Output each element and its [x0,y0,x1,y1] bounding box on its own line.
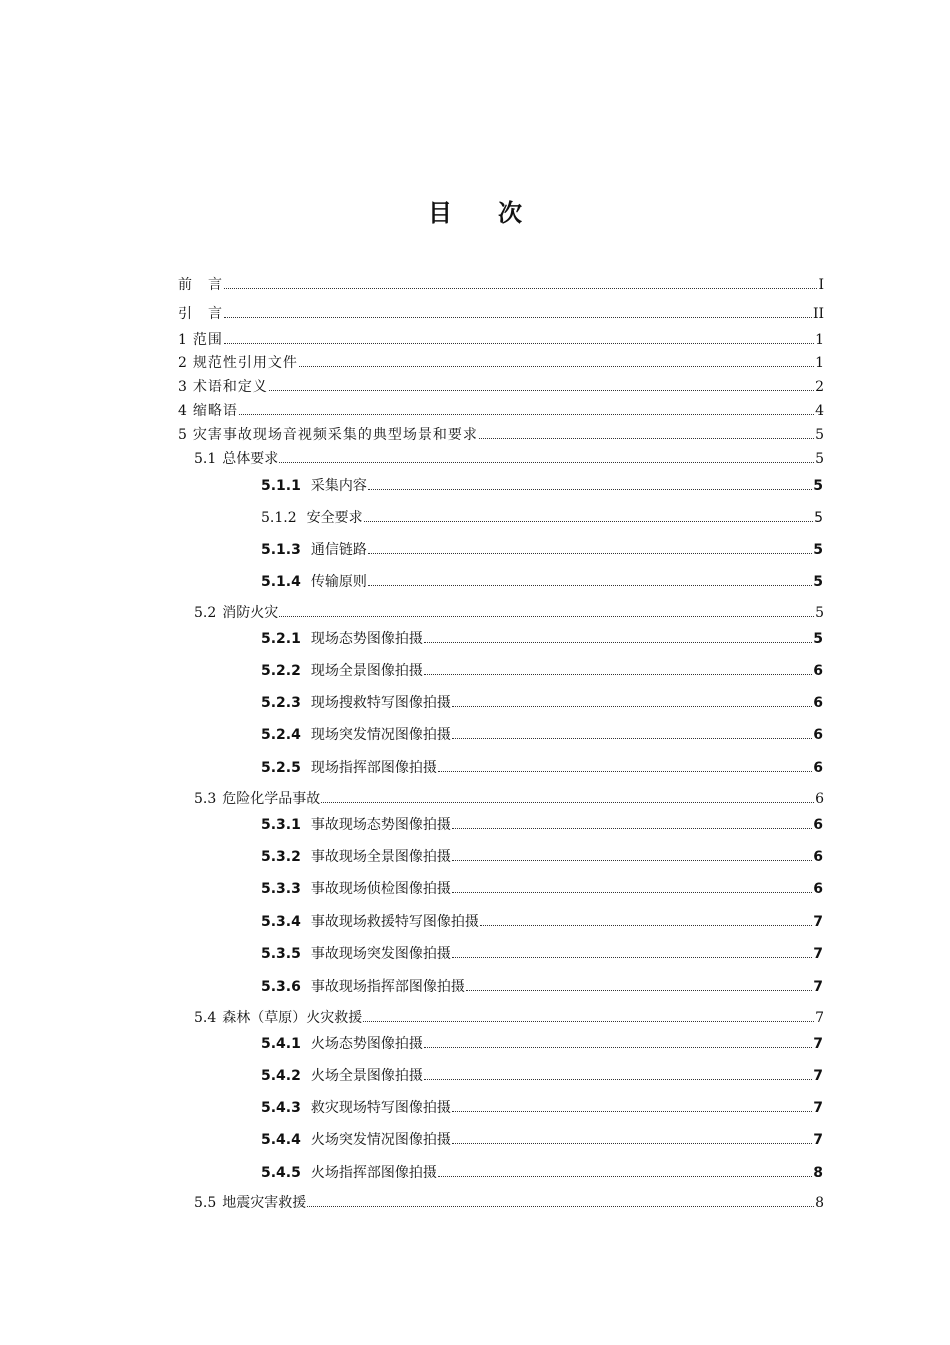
toc-entry-label [178,426,478,444]
toc-entry-page: 6 [813,695,823,711]
toc-entry-number: 5.1.1 [261,478,301,494]
toc-entry-title: 采集内容 [310,478,367,494]
toc-entry-label [261,913,479,931]
dot-leader [480,925,812,926]
toc-entry-number: 2 [178,355,187,371]
toc-entry-title: 事故现场态势图像拍摄 [310,817,451,833]
toc-entry-number: 5.2.1 [261,631,301,647]
toc-entry-label [178,378,268,396]
toc-entry[interactable] [261,880,823,898]
toc-entry-page: 6 [813,849,823,865]
toc-entry-title: 现场全景图像拍摄 [310,663,423,679]
dot-leader [452,892,812,893]
toc-entry-title: 森林（草原）火灾救援 [222,1010,363,1026]
dot-leader [438,771,812,772]
toc-entry-number: 3 [178,379,187,395]
toc-entry-label [261,1067,423,1085]
dot-leader [424,1079,812,1080]
toc-entry-page: 6 [813,760,823,776]
toc-entry-page: 2 [815,379,824,395]
toc-entry-title: 范围 [192,332,223,348]
toc-entry[interactable] [178,378,824,396]
dot-leader [307,1206,814,1207]
toc-entry[interactable] [261,816,823,834]
toc-entry-label [261,759,437,777]
toc-entry-label [261,573,367,591]
dot-leader [424,1047,812,1048]
toc-entry-title: 火场突发情况图像拍摄 [310,1132,451,1148]
toc-entry[interactable] [261,913,823,931]
dot-leader [452,957,812,958]
toc-entry-number: 5.3.3 [261,881,301,897]
toc-entry-number: 5.3.1 [261,817,301,833]
toc-entry-label [261,1131,451,1149]
toc-entry-number: 5.3.6 [261,979,301,995]
toc-entry-title: 规范性引用文件 [192,355,298,371]
toc-entry-number: 5.4.3 [261,1100,301,1116]
toc-entry[interactable] [261,1067,823,1085]
toc-entry[interactable] [178,331,824,349]
toc-entry-title: 火场态势图像拍摄 [310,1036,423,1052]
toc-entry[interactable] [194,790,824,808]
toc-entry-page: 6 [813,817,823,833]
dot-leader [224,343,814,344]
toc-entry-title: 事故现场突发图像拍摄 [310,946,451,962]
toc-entry-title: 引 言 [178,306,223,322]
dot-leader [452,738,812,739]
toc-entry[interactable] [261,630,823,648]
toc-entry-title: 通信链路 [310,542,367,558]
toc-entry-page: 5 [815,427,824,443]
toc-entry[interactable] [261,1099,823,1117]
toc-entry-page: 7 [815,1010,824,1026]
toc-entry-label [261,662,423,680]
dot-leader [279,462,814,463]
toc-entry-number: 5.4.4 [261,1132,301,1148]
dot-leader [452,828,812,829]
toc-entry-number: 5.1 [194,451,217,467]
toc-entry-title: 总体要求 [222,451,279,467]
toc-entry[interactable] [261,541,823,559]
toc-entry-title: 安全要求 [306,510,363,526]
toc-entry-page: II [812,306,824,322]
toc-entry-title: 现场态势图像拍摄 [310,631,423,647]
toc-entry-label [261,880,451,898]
toc-entry-number: 5.3.2 [261,849,301,865]
toc-entry[interactable] [261,1131,823,1149]
toc-entry-page: 7 [813,1132,823,1148]
toc-entry-title: 救灾现场特写图像拍摄 [310,1100,451,1116]
toc-entry-page: 7 [813,914,823,930]
toc-entry-label [194,790,320,808]
toc-entry[interactable] [178,276,824,294]
dot-leader [239,414,814,415]
toc-entry[interactable] [261,726,823,744]
toc-entry-number: 5.4.2 [261,1068,301,1084]
dot-leader [364,521,813,522]
toc-entry-label [261,630,423,648]
toc-entry[interactable] [261,662,823,680]
dot-leader [299,366,814,367]
dot-leader [224,288,817,289]
dot-leader [452,860,812,861]
toc-entry[interactable] [261,694,823,712]
dot-leader [466,990,812,991]
toc-entry-number: 5.5 [194,1195,217,1211]
toc-entry-label [178,354,298,372]
dot-leader [452,706,812,707]
toc-entry-page: 8 [815,1195,824,1211]
dot-leader [368,489,812,490]
toc-entry-page: I [818,277,824,293]
toc-entry-label [261,726,451,744]
dot-leader [479,438,814,439]
toc-entry[interactable] [261,477,823,495]
title-char-1: 目 [428,199,452,227]
toc-entry-title: 危险化学品事故 [222,791,321,807]
toc-entry-number: 5.2.2 [261,663,301,679]
toc-entry-title: 事故现场指挥部图像拍摄 [310,979,465,995]
toc-entry-number: 5.3 [194,791,217,807]
toc-entry-label [178,331,223,349]
toc-entry[interactable] [261,573,823,591]
toc-entry-title: 术语和定义 [192,379,268,395]
toc-entry-title: 地震灾害救援 [222,1195,307,1211]
toc-entry-label [261,945,451,963]
toc-entry[interactable] [261,1035,823,1053]
toc-entry[interactable] [178,354,824,372]
toc-entry[interactable] [178,426,824,444]
dot-leader [368,585,812,586]
dot-leader [452,1143,812,1144]
toc-entry-title: 传输原则 [310,574,367,590]
toc-entry[interactable] [194,450,824,468]
toc-entry[interactable] [261,759,823,777]
toc-entry-label [261,1164,437,1182]
toc-entry-title: 事故现场全景图像拍摄 [310,849,451,865]
toc-entry-title: 消防火灾 [222,605,279,621]
toc-entry-label [261,1099,451,1117]
toc-entry-number: 1 [178,332,187,348]
toc-entry-page: 5 [814,510,823,526]
toc-entry-page: 6 [815,791,824,807]
toc-entry[interactable] [261,945,823,963]
toc-entry-label [178,305,223,323]
toc-entry-title: 灾害事故现场音视频采集的典型场景和要求 [192,427,478,443]
toc-entry-title: 缩略语 [192,403,238,419]
toc-entry-label [261,694,451,712]
toc-entry-title: 现场指挥部图像拍摄 [310,760,437,776]
toc-entry-page: 7 [813,979,823,995]
toc-entry-label [178,402,238,420]
dot-leader [424,674,812,675]
dot-leader [363,1021,814,1022]
toc-entry-number: 5.2.3 [261,695,301,711]
toc-entry-number: 5.1.3 [261,542,301,558]
toc-entry[interactable] [194,1194,824,1212]
toc-entry-title: 事故现场救援特写图像拍摄 [310,914,479,930]
toc-entry[interactable] [261,509,823,527]
toc-entry-number: 5.1.2 [261,510,297,526]
toc-entry-page: 6 [813,881,823,897]
toc-entry-page: 5 [813,631,823,647]
toc-entry-page: 5 [815,605,824,621]
toc-entry-number: 5.4.5 [261,1165,301,1181]
toc-entry-number: 5 [178,427,187,443]
dot-leader [424,642,812,643]
toc-entry-page: 8 [813,1165,823,1181]
toc-entry[interactable] [261,1164,823,1182]
toc-entry-number: 5.2.4 [261,727,301,743]
toc-entry-page: 6 [813,663,823,679]
toc-entry[interactable] [261,978,823,996]
toc-entry-page: 5 [813,574,823,590]
title-char-2: 次 [498,199,522,227]
toc-entry-label [178,276,223,294]
toc-entry[interactable] [261,848,823,866]
toc-entry-title: 现场突发情况图像拍摄 [310,727,451,743]
dot-leader [321,802,814,803]
dot-leader [224,317,812,318]
toc-entry-page: 5 [813,542,823,558]
toc-entry-label [194,1009,362,1027]
toc-entry-number: 5.4.1 [261,1036,301,1052]
toc-entry-number: 5.2.5 [261,760,301,776]
toc-entry-page: 7 [813,946,823,962]
toc-entry[interactable] [178,305,824,323]
dot-leader [279,616,814,617]
dot-leader [438,1176,812,1177]
dot-leader [452,1111,812,1112]
dot-leader [269,390,814,391]
toc-entry-label [194,1194,306,1212]
dot-leader [368,553,812,554]
toc-entry-page: 7 [813,1100,823,1116]
toc-entry[interactable] [194,1009,824,1027]
toc-entry-title: 事故现场侦检图像拍摄 [310,881,451,897]
toc-entry-label [261,1035,423,1053]
toc-entry[interactable] [178,402,824,420]
toc-entry-label [261,816,451,834]
toc-entry-label [261,509,363,527]
toc-entry-title: 火场全景图像拍摄 [310,1068,423,1084]
toc-entry-page: 1 [815,355,824,371]
toc-entry-title: 现场搜救特写图像拍摄 [310,695,451,711]
toc-entry-page: 1 [815,332,824,348]
toc-entry-page: 7 [813,1036,823,1052]
toc-entry-label [261,978,465,996]
toc-entry-label [261,541,367,559]
toc-entry-number: 5.2 [194,605,217,621]
toc-entry[interactable] [194,604,824,622]
toc-entry-title: 前 言 [178,277,223,293]
toc-entry-number: 5.3.5 [261,946,301,962]
toc-entry-page: 6 [813,727,823,743]
toc-entry-page: 5 [813,478,823,494]
toc-entry-title: 火场指挥部图像拍摄 [310,1165,437,1181]
toc-entry-number: 5.1.4 [261,574,301,590]
toc-entry-page: 5 [815,451,824,467]
toc-entry-number: 5.3.4 [261,914,301,930]
toc-entry-number: 4 [178,403,187,419]
toc-entry-label [261,477,367,495]
toc-entry-label [194,604,278,622]
toc-entry-label [261,848,451,866]
toc-entry-page: 4 [815,403,824,419]
toc-entry-page: 7 [813,1068,823,1084]
toc-entry-label [194,450,278,468]
toc-entry-number: 5.4 [194,1010,217,1026]
